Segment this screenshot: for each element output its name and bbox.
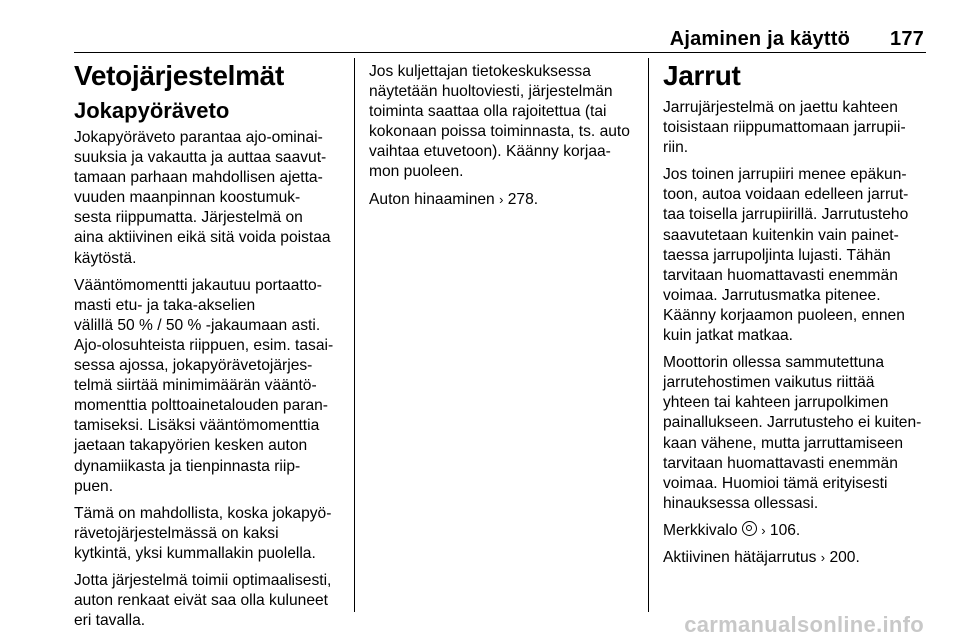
page-ref-arrow-icon: › bbox=[820, 549, 826, 565]
text-line: Jotta järjestelmä toimii optimaalisesti, bbox=[74, 571, 332, 589]
text-line: Jokapyöräveto parantaa ajo-ominai- bbox=[74, 129, 323, 146]
paragraph bbox=[663, 353, 927, 514]
text-line: auton renkaat eivät saa olla kuluneet bbox=[74, 592, 329, 610]
paragraph bbox=[74, 128, 342, 269]
text-line: kokonaan poissa toiminnasta, ts. auto bbox=[369, 123, 630, 141]
text-line: kuin jatkat matkaa. bbox=[663, 327, 794, 345]
column-left bbox=[74, 58, 342, 630]
text-line: välillä 50 % / 50 % -jakaumaan asti. bbox=[74, 316, 321, 334]
heading-brakes: Jarrut bbox=[663, 60, 741, 91]
text-line: yhteen tai kahteen jarrupolkimen bbox=[663, 394, 889, 412]
text-line: toisistaan riippumattomaan jarrupii- bbox=[663, 119, 906, 137]
text-line: rävetojärjestelmässä on kaksi bbox=[74, 524, 279, 542]
brake-warning-icon bbox=[742, 521, 757, 536]
text-line: painallukseen. Jarrutusteho ei kuiten- bbox=[663, 414, 922, 432]
text-line: kytkintä, yksi kummallakin puolella. bbox=[74, 544, 316, 562]
paragraph bbox=[369, 62, 635, 183]
section-title: Ajaminen ja käyttö bbox=[669, 28, 851, 50]
text-line: Ajo-olosuhteista riippuen, esim. tasai- bbox=[74, 336, 334, 354]
text-line: masti etu- ja taka-akselien bbox=[74, 296, 256, 314]
text-line: momenttia polttoainetalouden paran- bbox=[74, 397, 328, 415]
text-line: vaihtaa etuvetoon). Käänny korjaa- bbox=[369, 143, 611, 161]
paragraph bbox=[74, 571, 342, 631]
text-line: Tämä on mahdollista, koska jokapyö- bbox=[74, 504, 332, 522]
column-divider-2 bbox=[648, 58, 649, 612]
text-line: aina aktiivinen eikä sitä voida poistaa bbox=[74, 229, 331, 247]
warning-light-page-link[interactable]: 106. bbox=[769, 521, 801, 539]
text-line: sesta riippumatta. Järjestelmä on bbox=[74, 209, 303, 227]
towing-page-link[interactable]: 278. bbox=[507, 190, 539, 208]
watermark: carmanualsonline.info bbox=[684, 612, 924, 637]
column-right bbox=[663, 58, 927, 612]
text-line: voimaa. Jarrutusmatka pitenee. bbox=[663, 286, 881, 304]
header-divider bbox=[74, 52, 926, 53]
text-line: hinauksessa ollessasi. bbox=[663, 494, 819, 512]
text-line: Moottorin ollessa sammutettuna bbox=[663, 354, 885, 372]
text-line: toon, autoa voidaan edelleen jarrut- bbox=[663, 186, 909, 204]
text-line: Käänny korjaamon puoleen, ennen bbox=[663, 306, 905, 324]
text-line: kaan vähene, mutta jarruttamiseen bbox=[663, 434, 904, 452]
text-line: käytöstä. bbox=[74, 249, 137, 267]
warning-light-reference bbox=[663, 521, 927, 541]
text-line: telmä siirtää minimimäärän vääntö- bbox=[74, 377, 317, 395]
text-line: jaetaan takapyörien kesken auton bbox=[74, 437, 308, 455]
text-line: saavutetaan kuitenkin vain painet- bbox=[663, 226, 899, 244]
text-line: tarvitaan huomattavasti enemmän bbox=[663, 266, 898, 284]
text-line: tamaan parhaan mahdollisen ajetta- bbox=[74, 169, 323, 187]
page-number: 177 bbox=[890, 28, 924, 50]
column-middle bbox=[369, 62, 635, 612]
text-line: voimaa. Huomioi tämä erityisesti bbox=[663, 474, 888, 492]
column-divider-1 bbox=[354, 58, 355, 612]
warning-light-text: Merkkivalo bbox=[663, 521, 738, 539]
text-line: tamiseksi. Lisäksi vääntömomenttia bbox=[74, 417, 320, 435]
page-ref-arrow-icon: › bbox=[761, 522, 766, 538]
aeb-text: Aktiivinen hätäjarrutus bbox=[663, 548, 817, 566]
text-line: mon puoleen. bbox=[369, 163, 464, 181]
text-line: dynamiikasta ja tienpinnasta riip- bbox=[74, 457, 301, 475]
text-line: taa toisella jarrupiirillä. Jarrutusteho bbox=[663, 206, 909, 224]
text-line: vuuden maanpinnan koostumuk- bbox=[74, 189, 301, 207]
text-line: Jos kuljettajan tietokeskuksessa bbox=[369, 63, 591, 80]
text-line: jarrutehostimen vaikutus riittää bbox=[663, 374, 875, 392]
paragraph bbox=[663, 98, 927, 158]
text-line: Vääntömomentti jakautuu portaatto- bbox=[74, 276, 322, 294]
text-line: tarvitaan huomattavasti enemmän bbox=[663, 454, 898, 472]
page-header bbox=[670, 28, 924, 51]
text-line: suuksia ja vakautta ja auttaa saavut- bbox=[74, 149, 327, 167]
text-line: Jarrujärjestelmä on jaettu kahteen bbox=[663, 99, 898, 116]
text-line: riin. bbox=[663, 139, 689, 157]
paragraph bbox=[663, 165, 927, 346]
towing-text: Auton hinaaminen bbox=[369, 190, 495, 208]
text-line: sessa ajossa, jokapyörävetojärjes- bbox=[74, 357, 313, 375]
towing-reference bbox=[369, 190, 635, 210]
aeb-page-link[interactable]: 200. bbox=[829, 548, 860, 566]
text-line: Jos toinen jarrupiiri menee epäkun- bbox=[663, 166, 907, 184]
page-ref-arrow-icon: › bbox=[499, 191, 504, 207]
text-line: puen. bbox=[74, 477, 114, 495]
paragraph bbox=[74, 276, 342, 497]
aeb-reference bbox=[663, 548, 927, 568]
text-line: taessa jarrupoljinta lujasti. Tähän bbox=[663, 246, 891, 264]
subheading-awd: Jokapyöräveto bbox=[74, 98, 230, 123]
text-line: eri tavalla. bbox=[74, 612, 146, 630]
heading-drive-systems: Vetojärjestelmät bbox=[74, 60, 284, 91]
text-line: näytetään huoltoviesti, järjestelmän bbox=[369, 83, 613, 101]
text-line: toiminta saattaa olla rajoitettua (tai bbox=[369, 103, 607, 121]
paragraph bbox=[74, 504, 342, 564]
